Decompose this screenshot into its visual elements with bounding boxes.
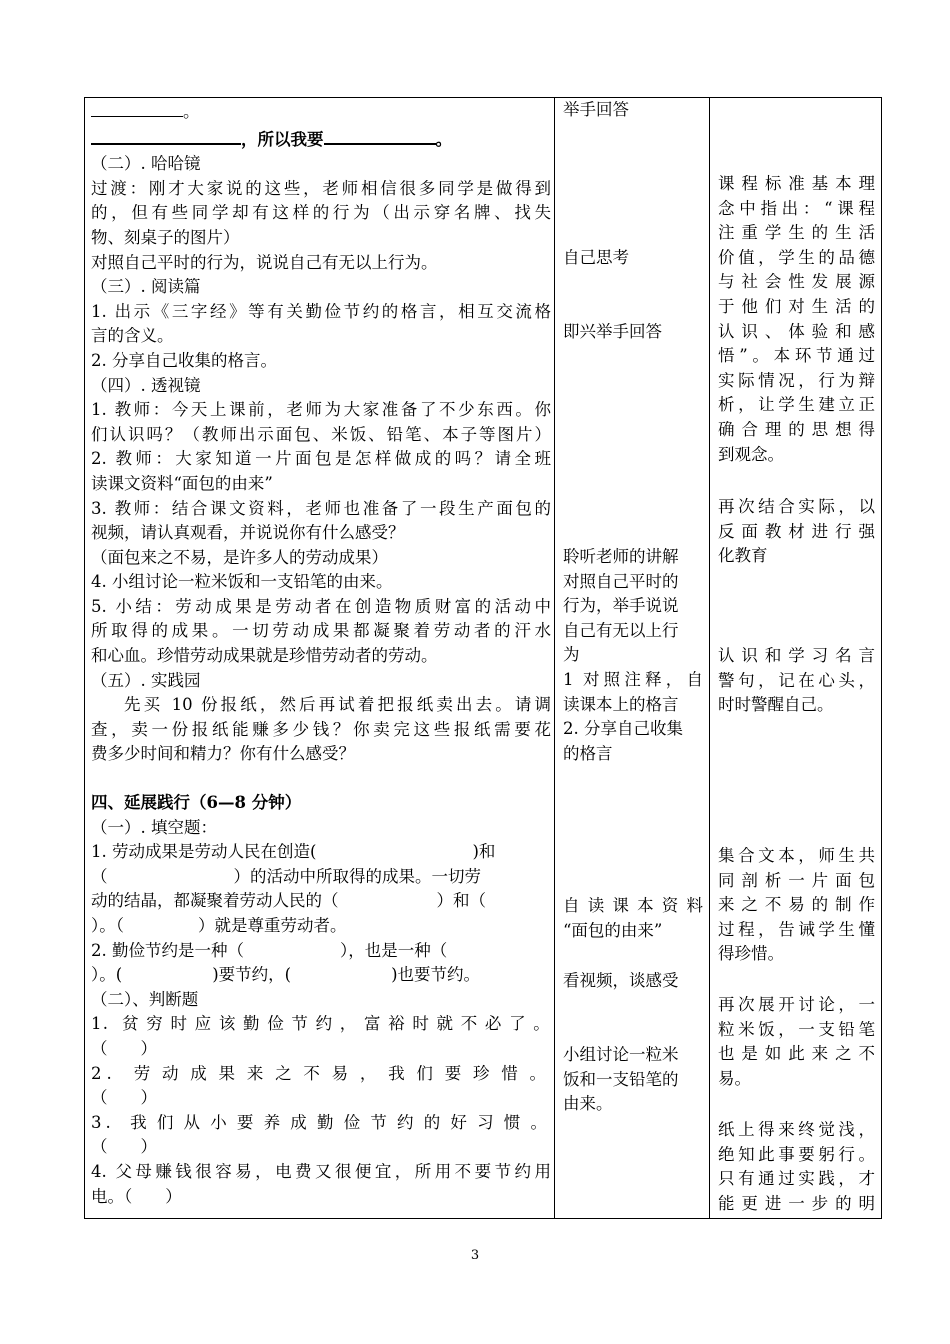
text-line: 集合文本，师生共 xyxy=(718,846,875,865)
text-line: 的格言 xyxy=(563,743,613,763)
table-row xyxy=(85,98,882,1219)
text-line: 念中指出：“课程 xyxy=(718,198,875,218)
text-line: 1. 出示《三字经》等有关勤俭节约的格言，相互交流格 xyxy=(91,301,551,321)
text-line: ）。（ ）就是尊重劳动者。 xyxy=(91,916,347,935)
text-line: 过程，告诫学生懂 xyxy=(718,919,875,939)
text-line: 物、刻桌子的图片） xyxy=(91,227,240,247)
text-line: 为 xyxy=(563,645,580,665)
text-line: 悟”。本环节通过 xyxy=(718,346,875,366)
text-line: 1. 教师：今天上课前，老师为大家准备了不少东西。你 xyxy=(91,400,551,420)
text-line: 1. 贫穷时应该勤俭节约，富裕时就不必了。 xyxy=(91,1014,551,1034)
text-line: （ ） xyxy=(91,1088,157,1108)
text-line: 同剖析一片面包 xyxy=(718,870,875,890)
text-line: 的，但有些同学却有这样的行为（出示穿名牌、找失 xyxy=(91,203,551,223)
text-line: 自己有无以上行 xyxy=(563,620,679,640)
section-title: （一）. 填空题： xyxy=(91,817,217,837)
text-line: 绝知此事要躬行。 xyxy=(718,1144,875,1164)
text-line: 由来。 xyxy=(563,1094,613,1114)
text-line: 4. 父母赚钱很容易，电费又很便宜，所用不要节约用 xyxy=(91,1161,551,1181)
text-line: 反面教材进行强 xyxy=(718,521,875,541)
text-line: 5. 小结：劳动成果是劳动者在创造物质财富的活动中 xyxy=(91,596,551,616)
text-line: “面包的由来” xyxy=(563,920,663,940)
text-line: （ ） xyxy=(91,1137,157,1157)
text-line: 易。 xyxy=(718,1068,751,1088)
text-line: 纸上得来终觉浅， xyxy=(718,1120,875,1139)
text-line: 过渡：刚才大家说的这些，老师相信很多同学是做得到 xyxy=(91,178,551,198)
text-line: 认识和学习名言 xyxy=(718,646,875,665)
text-line: 时时警醒自己。 xyxy=(718,695,834,715)
text-line: 再次展开讨论，一 xyxy=(718,995,875,1014)
text-line: 电。（ ） xyxy=(91,1186,182,1206)
text-line: 看视频，谈感受 xyxy=(563,971,679,990)
text-line: 举手回答 xyxy=(563,100,629,119)
text-line: （ ）的活动中所取得的成果。一切劳 xyxy=(91,866,481,886)
text-line: 注重学生的生活 xyxy=(718,223,875,243)
text-line: 1 对照注释，自 xyxy=(563,669,703,689)
text-line: 行为，举手说说 xyxy=(563,596,679,616)
text-line: 4. 小组讨论一粒米饭和一支铅笔的由来。 xyxy=(91,572,393,592)
text-line: 析，让学生建立正 xyxy=(718,395,875,415)
text-line: 确合理的思想得 xyxy=(718,419,875,439)
text-line: 对照自己平时的行为，说说自己有无以上行为。 xyxy=(91,252,438,272)
text-line: 能更进一步的明 xyxy=(718,1193,875,1213)
teacher-activity-column xyxy=(85,98,555,1219)
text-line: （面包来之不易，是许多人的劳动成果） xyxy=(91,547,388,567)
section-title: （五）. 实践园 xyxy=(91,670,201,690)
section-title: （三）. 阅读篇 xyxy=(91,277,201,297)
text-line: 3. 我们从小要养成勤俭节约的好习惯。 xyxy=(91,1112,551,1132)
text-line: 于他们对生活的 xyxy=(718,296,875,316)
text-line: 费多少时间和精力？你有什么感受？ xyxy=(91,744,355,764)
text-line: 先买 10 份报纸，然后再试着把报纸卖出去。请调 xyxy=(124,695,551,715)
text-line: 自读课本资料 xyxy=(563,896,703,915)
text-line: 来之不易的制作 xyxy=(718,895,875,915)
text-line: 读课文资料“面包的由来” xyxy=(91,473,273,493)
text-line: 言的含义。 xyxy=(91,326,174,346)
text-line: 2. 分享自己收集的格言。 xyxy=(91,350,277,370)
text-line: 即兴举手回答 xyxy=(563,322,662,341)
text-line: 认识、体验和感 xyxy=(718,321,875,341)
text-line: 视频，请认真观看，并说说你有什么感受？ xyxy=(91,523,405,543)
text-line: 也是如此来之不 xyxy=(718,1044,875,1064)
text-line: 与社会性发展源 xyxy=(718,272,875,292)
student-activity-column xyxy=(555,98,710,1219)
text-line: ）。( )要节约，( )也要节约。 xyxy=(91,965,480,985)
text-line: 聆听老师的讲解 xyxy=(563,547,679,566)
design-intent-column xyxy=(710,98,882,1219)
text-line: 读课本上的格言 xyxy=(563,694,679,714)
text-line: 得珍惜。 xyxy=(718,944,784,964)
text-line: 化教育 xyxy=(718,546,768,566)
text-line: 1. 劳动成果是劳动人民在创造( )和 xyxy=(91,842,496,862)
text-line: 查，卖一份报纸能赚多少钱？你卖完这些报纸需要花 xyxy=(91,719,551,739)
text-line: 2. 勤俭节约是一种（ ），也是一种（ xyxy=(91,940,448,960)
lesson-plan-table xyxy=(84,97,882,1219)
text-line: 们认识吗？（教师出示面包、米饭、铅笔、本子等图片） xyxy=(91,424,551,444)
section-title: （二）. 哈哈镜 xyxy=(91,154,201,174)
text-line: 自己思考 xyxy=(563,248,629,267)
text-line: 小组讨论一粒米 xyxy=(563,1045,679,1064)
text-line: 只有通过实践，才 xyxy=(718,1169,875,1189)
text-line: 3. 教师：结合课文资料，老师也准备了一段生产面包的 xyxy=(91,498,551,518)
text-line: 。 xyxy=(91,98,551,125)
text-line: 粒米饭，一支铅笔 xyxy=(718,1019,875,1039)
part-title: 四、延展践行（6—8 分钟） xyxy=(91,793,302,813)
text-line: 课程标准基本理 xyxy=(718,174,875,193)
section-title: （四）. 透视镜 xyxy=(91,375,201,395)
section-title: （二）、判断题 xyxy=(91,989,199,1009)
text-line: 2. 教师：大家知道一片面包是怎样做成的吗？请全班 xyxy=(91,449,551,469)
text-line: 警句，记在心头， xyxy=(718,670,875,690)
text-line: 2. 劳动成果来之不易，我们要珍惜。 xyxy=(91,1063,551,1083)
text-line: 所取得的成果。一切劳动成果都凝聚着劳动者的汗水 xyxy=(91,621,551,641)
page-number: 3 xyxy=(470,1248,480,1263)
text-line: 2. 分享自己收集 xyxy=(563,719,683,739)
text-line: 对照自己平时的 xyxy=(563,571,679,591)
text-line: 价值，学生的品德 xyxy=(718,247,875,267)
text-line: 再次结合实际，以 xyxy=(718,497,875,516)
text-line: 实际情况，行为辩 xyxy=(718,370,875,390)
text-line: 到观念。 xyxy=(718,444,784,464)
text-line: （ ） xyxy=(91,1038,157,1058)
text-line: ，所以我要 。 xyxy=(91,125,551,153)
text-line: 动的结晶，都凝聚着劳动人民的（ ）和（ xyxy=(91,891,486,911)
text-line: 和心血。珍惜劳动成果就是珍惜劳动者的劳动。 xyxy=(91,646,438,666)
text-line: 饭和一支铅笔的 xyxy=(563,1069,679,1089)
